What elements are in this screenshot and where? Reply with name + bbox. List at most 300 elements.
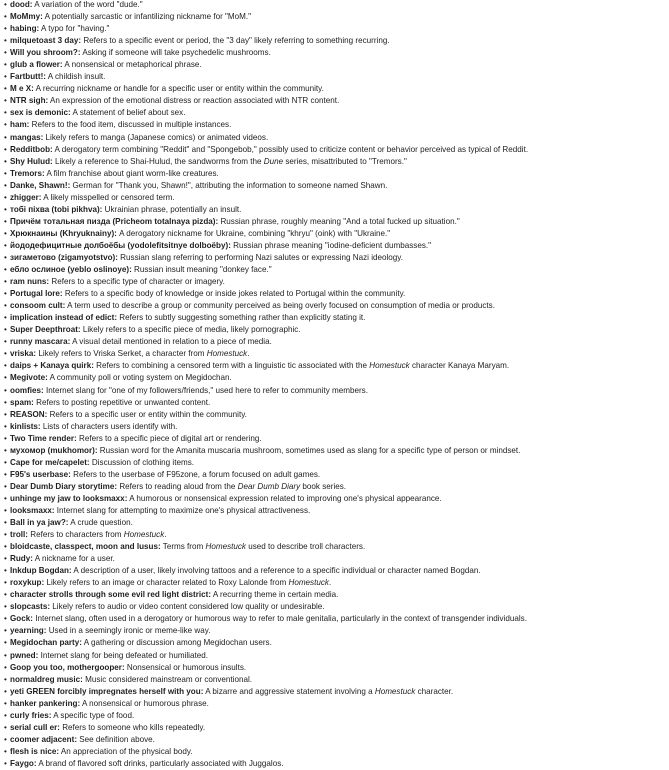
glossary-entry (4, 734, 669, 746)
glossary-entry (4, 252, 669, 264)
definition-text: A crude question. (70, 518, 133, 528)
glossary-term: йододефицитные долбоёбы (yodolefitsitnye dolboëby): (10, 240, 231, 250)
glossary-term: vriska: (10, 349, 37, 359)
bullet-icon: • (4, 72, 7, 82)
definition-text: Music considered mainstream or conventional. (85, 674, 253, 684)
glossary-definition (50, 96, 339, 105)
glossary-definition (67, 301, 495, 310)
glossary-definition (129, 494, 441, 503)
definition-text: . (164, 530, 167, 540)
definition-text: Lists of characters users identify with. (42, 421, 178, 431)
definition-text: A brand of flavored soft drinks, particularly associated with Juggalos. (38, 758, 284, 768)
glossary-definition (213, 590, 339, 599)
glossary-definition (82, 48, 270, 57)
bullet-icon: • (4, 457, 7, 467)
definition-text: Refers to a specific piece of digital art or rendering. (78, 433, 262, 443)
glossary-term: Dear Dumb Diary storytime: (10, 481, 118, 491)
glossary-term: unhinge my jaw to looksmaxx: (10, 493, 128, 503)
bullet-icon: • (4, 120, 7, 130)
bullet-icon: • (4, 361, 7, 371)
definition-text: A humorous or nonsensical expression related to improving one's physical appearance. (129, 493, 442, 503)
definition-text: Refers to the userbase of F95zone, a forum focused on adult games. (73, 469, 321, 479)
glossary-term: oomfies: (10, 385, 44, 395)
bullet-icon: • (4, 530, 7, 540)
definition-text: A gathering or discussion among Megidochan users. (83, 638, 272, 648)
bullet-icon: • (4, 758, 7, 768)
bullet-icon: • (4, 445, 7, 455)
glossary-entry (4, 409, 669, 421)
glossary-term: roxykup: (10, 578, 45, 588)
glossary-entry (4, 107, 669, 119)
glossary-definition (55, 157, 407, 166)
bullet-icon: • (4, 144, 7, 154)
glossary-entry (4, 433, 669, 445)
glossary-term: serial cull er: (10, 722, 60, 732)
glossary-definition (127, 663, 246, 672)
bullet-icon: • (4, 505, 7, 515)
definition-text: . (328, 578, 332, 588)
definition-title-italic: Homestuck (205, 542, 246, 552)
definition-title-italic: Homestuck (369, 361, 410, 371)
definition-title-italic: Homestuck (374, 686, 416, 696)
definition-text: Likely refers to manga (Japanese comics) or animated videos. (45, 132, 269, 142)
glossary-entry (4, 71, 669, 83)
definition-text: Russian phrase, roughly meaning "And a total fucked up situation." (220, 216, 460, 226)
definition-text: A nickname for a user. (34, 554, 115, 564)
bullet-icon: • (4, 252, 7, 262)
glossary-entry (4, 589, 669, 601)
bullet-icon: • (4, 433, 7, 443)
bullet-icon: • (4, 12, 7, 22)
definition-text: A potentially sarcastic or infantilizing nickname for "MoM." (44, 12, 252, 22)
definition-title-italic: Dune (263, 156, 284, 166)
bullet-icon: • (4, 674, 7, 684)
definition-text: A recurring nickname or handle for a specific user or entity within the community. (35, 84, 324, 94)
bullet-icon: • (4, 301, 7, 311)
definition-text: A derogatory nickname for Ukraine, combining "khryu" (oink) with "Ukraine." (119, 228, 391, 238)
definition-text: Refers to a specific type of character or imagery. (51, 277, 225, 287)
glossary-term: dood: (10, 0, 33, 9)
bullet-icon: • (4, 662, 7, 672)
definition-text: Refers to combining a censored term with a linguistic tic associated with the (96, 361, 370, 371)
glossary-entry (4, 324, 669, 336)
bullet-icon: • (4, 36, 7, 46)
definition-text: A nonsensical or metaphorical phrase. (64, 60, 202, 70)
definition-text: A visual detail mentioned in relation to a piece of media. (72, 337, 272, 347)
bullet-icon: • (4, 60, 7, 70)
glossary-entry (4, 372, 669, 384)
glossary-definition (134, 265, 272, 274)
glossary-term: bloidcaste, classpect, moon and lusus: (10, 542, 161, 552)
definition-text: A nonsensical or humorous phrase. (81, 698, 209, 708)
glossary-entry (4, 722, 669, 734)
glossary-definition (73, 181, 388, 190)
bullet-icon: • (4, 481, 7, 491)
definition-title-italic: Homestuck (288, 578, 329, 588)
definition-text: Russian word for the Amanita muscaria mushroom, sometimes used as slang for a specific type of person or mindset. (99, 445, 521, 455)
glossary-term: зигаметово (zigamyotstvo): (10, 252, 118, 262)
glossary-entry (4, 240, 669, 252)
bullet-icon: • (4, 746, 7, 756)
bullet-icon: • (4, 566, 7, 576)
glossary-entry (4, 637, 669, 649)
definition-text: A childish insult. (47, 72, 106, 82)
definition-text: An appreciation of the physical body. (60, 746, 193, 756)
glossary-entry (4, 565, 669, 577)
glossary-term: glub a flower: (10, 60, 63, 70)
glossary-term: ham: (10, 120, 30, 130)
glossary-entry (4, 23, 669, 35)
glossary-term: тобі піхва (tobi pikhva): (10, 204, 103, 214)
glossary-definition (30, 530, 166, 539)
glossary-entry (4, 360, 669, 372)
definition-title-italic: Homestuck (123, 530, 165, 540)
glossary-entry (4, 698, 669, 710)
glossary-definition (205, 687, 453, 696)
definition-text: Likely refers to an image or character related to Roxy Lalonde from (46, 578, 289, 588)
definition-text: A derogatory term combining "Reddit" and "Spongebob," possibly used to criticize content or behavior perceived as typical of Reddit. (54, 144, 529, 154)
glossary-definition (53, 711, 134, 720)
glossary-entry (4, 577, 669, 589)
glossary-entry (4, 300, 669, 312)
glossary-entry (4, 228, 669, 240)
glossary-definition (49, 626, 211, 635)
definition-text: Refers to posting repetitive or unwanted content. (36, 397, 211, 407)
glossary-entry (4, 144, 669, 156)
glossary-definition (85, 675, 252, 684)
bullet-icon: • (4, 132, 7, 142)
glossary-definition (38, 759, 283, 768)
definition-text: Used in a seemingly ironic or meme-like way. (48, 626, 211, 636)
glossary-term: sex is demonic: (10, 108, 71, 118)
definition-text: used to describe troll characters. (245, 542, 366, 552)
glossary-definition (70, 518, 133, 527)
glossary-definition (46, 578, 331, 587)
glossary-term: flesh is nice: (10, 746, 60, 756)
glossary-term: Хрюкнаины (Khryuknainy): (10, 228, 117, 238)
bullet-icon: • (4, 168, 7, 178)
definition-text: A typo for "having." (41, 24, 110, 34)
definition-text: character Kanaya Maryam. (409, 361, 510, 371)
bullet-icon: • (4, 554, 7, 564)
glossary-entry (4, 469, 669, 481)
bullet-icon: • (4, 240, 7, 250)
glossary-term: ram nuns: (10, 277, 50, 287)
bullet-icon: • (4, 337, 7, 347)
bullet-icon: • (4, 578, 7, 588)
glossary-term: Tremors: (10, 168, 45, 178)
definition-text: A film franchise about giant worm-like creatures. (46, 168, 219, 178)
definition-text: series, misattributed to "Tremors." (283, 156, 407, 166)
glossary-entry (4, 216, 669, 228)
glossary-definition (82, 699, 209, 708)
glossary-term: Goop you too, mothergooper: (10, 662, 125, 672)
glossary-entry (4, 83, 669, 95)
glossary-entry (4, 758, 669, 770)
glossary-term: slopcasts: (10, 602, 51, 612)
glossary-term: Megivote: (10, 373, 48, 383)
glossary-entry (4, 204, 669, 216)
glossary-definition (233, 241, 431, 250)
glossary-entry (4, 710, 669, 722)
bullet-icon: • (4, 626, 7, 636)
glossary-definition (73, 108, 186, 117)
glossary-term: consoom cult: (10, 301, 66, 311)
bullet-icon: • (4, 84, 7, 94)
definition-text: Likely refers to a specific piece of media, likely pornographic. (82, 325, 301, 335)
definition-text: Refers to a specific event or period, the "3 day" likely referring to something recurring. (83, 36, 390, 46)
glossary-definition (36, 398, 210, 407)
definition-text: Likely refers to audio or video content considered low quality or undesirable. (52, 602, 325, 612)
definition-title-italic: Dear Dumb Diary (237, 481, 301, 491)
glossary-definition (62, 723, 205, 732)
glossary-term: pwned: (10, 650, 39, 660)
glossary-entry (4, 35, 669, 47)
glossary-definition (119, 482, 346, 491)
bullet-icon: • (4, 349, 7, 359)
glossary-entry (4, 336, 669, 348)
definition-text: A bizarre and aggressive statement involving a (205, 686, 375, 696)
glossary-term: looksmaxx: (10, 505, 55, 515)
bullet-icon: • (4, 228, 7, 238)
glossary-term: Inkdup Bogdan: (10, 566, 72, 576)
glossary-term: coomer adjacent: (10, 734, 78, 744)
glossary-entry (4, 529, 669, 541)
glossary-term: character strolls through some evil red light district: (10, 590, 212, 600)
glossary-entry (4, 481, 669, 493)
bullet-icon: • (4, 180, 7, 190)
glossary-entry (4, 601, 669, 613)
glossary-definition (55, 145, 529, 154)
definition-text: A community poll or voting system on Megidochan. (49, 373, 232, 383)
definition-text: A term used to describe a group or community perceived as being overly focused on consumption of media or products. (67, 301, 495, 311)
definition-text: Ukrainian phrase, potentially an insult. (104, 204, 242, 214)
glossary-entry (4, 180, 669, 192)
glossary-term: Cape for me/capelet: (10, 457, 90, 467)
glossary-entry (4, 662, 669, 674)
bullet-icon: • (4, 48, 7, 58)
definition-text: Refers to reading aloud from the (119, 481, 238, 491)
definition-text: Internet slang for "one of my followers/friends," used here to refer to community members. (45, 385, 368, 395)
glossary-entry (4, 11, 669, 23)
glossary-entry (4, 517, 669, 529)
glossary-entry (4, 264, 669, 276)
definition-title-italic: Homestuck (206, 349, 248, 359)
definition-text: Internet slang for being defeated or humiliated. (40, 650, 208, 660)
glossary-definition (34, 0, 142, 9)
bullet-icon: • (4, 638, 7, 648)
glossary-entry (4, 312, 669, 324)
glossary-definition (79, 735, 155, 744)
definition-text: See definition above. (79, 734, 155, 744)
glossary-definition (51, 277, 225, 286)
definition-text: A specific type of food. (53, 710, 135, 720)
bullet-icon: • (4, 0, 7, 9)
glossary-term: yeti GREEN forcibly impregnates herself with you: (10, 686, 204, 696)
glossary-entry (4, 156, 669, 168)
glossary-definition (36, 84, 324, 93)
bullet-icon: • (4, 373, 7, 383)
glossary-definition (57, 506, 310, 515)
glossary-term: Gock: (10, 614, 33, 624)
glossary-entry (4, 397, 669, 409)
glossary-term: Fartbutt!: (10, 72, 46, 82)
bullet-icon: • (4, 614, 7, 624)
bullet-icon: • (4, 24, 7, 34)
glossary-definition (79, 434, 262, 443)
glossary-entry (4, 613, 669, 625)
glossary-entry (4, 553, 669, 565)
definition-text: . (247, 349, 250, 359)
glossary-definition (119, 313, 365, 322)
glossary-definition (163, 542, 365, 551)
bullet-icon: • (4, 96, 7, 106)
definition-text: Russian phrase meaning "iodine-deficient dumbasses." (233, 240, 431, 250)
glossary-definition (35, 554, 115, 563)
glossary-term: normaldreg music: (10, 674, 83, 684)
glossary-term: daips + Kanaya quirk: (10, 361, 94, 371)
definition-text: Likely refers to Vriska Serket, a character from (38, 349, 207, 359)
definition-text: A statement of belief about sex. (72, 108, 186, 118)
glossary-entry (4, 493, 669, 505)
glossary-term: M e X: (10, 84, 34, 94)
glossary-term: Redditbob: (10, 144, 53, 154)
glossary-entry (4, 686, 669, 698)
glossary-term: Will you shroom?: (10, 48, 81, 58)
bullet-icon: • (4, 397, 7, 407)
definition-text: Refers to subtly suggesting something rather than explicitly stating it. (119, 313, 366, 323)
definition-text: An expression of the emotional distress or reaction associated with NTR content. (50, 96, 340, 106)
glossary-term: Danke, Shawn!: (10, 180, 71, 190)
glossary-entry (4, 288, 669, 300)
glossary-definition (32, 120, 232, 129)
definition-text: A variation of the word "dude." (34, 0, 143, 9)
bullet-icon: • (4, 204, 7, 214)
definition-text: Refers to someone who kills repeatedly. (62, 722, 206, 732)
glossary-entry (4, 119, 669, 131)
bullet-icon: • (4, 421, 7, 431)
glossary-definition (72, 337, 272, 346)
definition-text: Internet slang for attempting to maximize one's physical attractiveness. (56, 505, 311, 515)
glossary-definition (50, 373, 232, 382)
glossary-term: curly fries: (10, 710, 52, 720)
glossary-entry (4, 348, 669, 360)
glossary-definition (52, 602, 324, 611)
definition-text: A recurring theme in certain media. (212, 590, 339, 600)
glossary-term: Причём тотальная пизда (Pricheom totalnaya pizda): (10, 216, 219, 226)
bullet-icon: • (4, 325, 7, 335)
glossary-entry (4, 276, 669, 288)
glossary-entry (4, 625, 669, 637)
glossary-term: Ball in ya jaw?: (10, 518, 69, 528)
glossary-definition (61, 747, 193, 756)
glossary-entry (4, 47, 669, 59)
glossary-definition (73, 470, 320, 479)
bullet-icon: • (4, 698, 7, 708)
glossary-term: implication instead of edict: (10, 313, 118, 323)
bullet-icon: • (4, 277, 7, 287)
glossary-definition (220, 217, 459, 226)
glossary-term: ебло ослиное (yeblo oslinoye): (10, 265, 132, 275)
glossary-definition (48, 72, 106, 81)
glossary-term: hanker pankering: (10, 698, 81, 708)
glossary-entry (4, 445, 669, 457)
glossary-definition (43, 193, 174, 202)
glossary-definition (38, 349, 249, 358)
glossary-definition (41, 24, 109, 33)
glossary-entry (4, 59, 669, 71)
bullet-icon: • (4, 192, 7, 202)
glossary-definition (83, 325, 301, 334)
definition-text: Internet slang, often used in a derogatory or humorous way to refer to male genitalia, particularly in the context of transgender individuals. (35, 614, 527, 624)
definition-text: Likely a reference to Shai-Hulud, the sandworms from the (54, 156, 264, 166)
bullet-icon: • (4, 469, 7, 479)
bullet-icon: • (4, 686, 7, 696)
glossary-term: milquetoast 3 day: (10, 36, 82, 46)
glossary-entry (4, 457, 669, 469)
glossary-definition (65, 289, 405, 298)
glossary-term: mangas: (10, 132, 44, 142)
glossary-entry (4, 132, 669, 144)
bullet-icon: • (4, 409, 7, 419)
glossary-term: kinlists: (10, 421, 41, 431)
bullet-icon: • (4, 710, 7, 720)
glossary-entry (4, 746, 669, 758)
glossary-term: troll: (10, 530, 28, 540)
glossary-definition (105, 205, 242, 214)
glossary-term: zhigger: (10, 192, 42, 202)
glossary-term: habing: (10, 24, 40, 34)
bullet-icon: • (4, 542, 7, 552)
definition-text: Russian insult meaning "donkey face." (134, 265, 272, 275)
bullet-icon: • (4, 313, 7, 323)
definition-text: German for "Thank you, Shawn!", attributing the information to someone named Shawn. (72, 180, 388, 190)
glossary-entry (4, 541, 669, 553)
glossary-definition (120, 253, 403, 262)
bullet-icon: • (4, 385, 7, 395)
glossary-definition (73, 566, 480, 575)
definition-text: Nonsensical or humorous insults. (126, 662, 247, 672)
bullet-icon: • (4, 216, 7, 226)
glossary-definition (100, 446, 521, 455)
bullet-icon: • (4, 590, 7, 600)
bullet-icon: • (4, 493, 7, 503)
bullet-icon: • (4, 650, 7, 660)
bullet-icon: • (4, 734, 7, 744)
bullet-icon: • (4, 108, 7, 118)
glossary-entry (4, 385, 669, 397)
glossary-entry (4, 650, 669, 662)
glossary-entry (4, 192, 669, 204)
glossary-entry (4, 505, 669, 517)
glossary-entry (4, 674, 669, 686)
glossary-term: runny mascara: (10, 337, 71, 347)
glossary-definition (84, 638, 272, 647)
definition-text: Refers to a specific body of knowledge or inside jokes related to Portugal within the community. (64, 289, 406, 299)
glossary-entry (4, 0, 669, 11)
bullet-icon: • (4, 722, 7, 732)
glossary-term: Rudy: (10, 554, 33, 564)
glossary-definition (43, 422, 178, 431)
bullet-icon: • (4, 265, 7, 275)
glossary-definition (92, 458, 194, 467)
definition-text: Terms from (162, 542, 206, 552)
definition-text: A likely misspelled or censored term. (43, 192, 175, 202)
glossary-entry (4, 421, 669, 433)
glossary-term: F95's userbase: (10, 469, 71, 479)
glossary-definition (83, 36, 389, 45)
definition-text: Refers to a specific user or entity within the community. (49, 409, 247, 419)
